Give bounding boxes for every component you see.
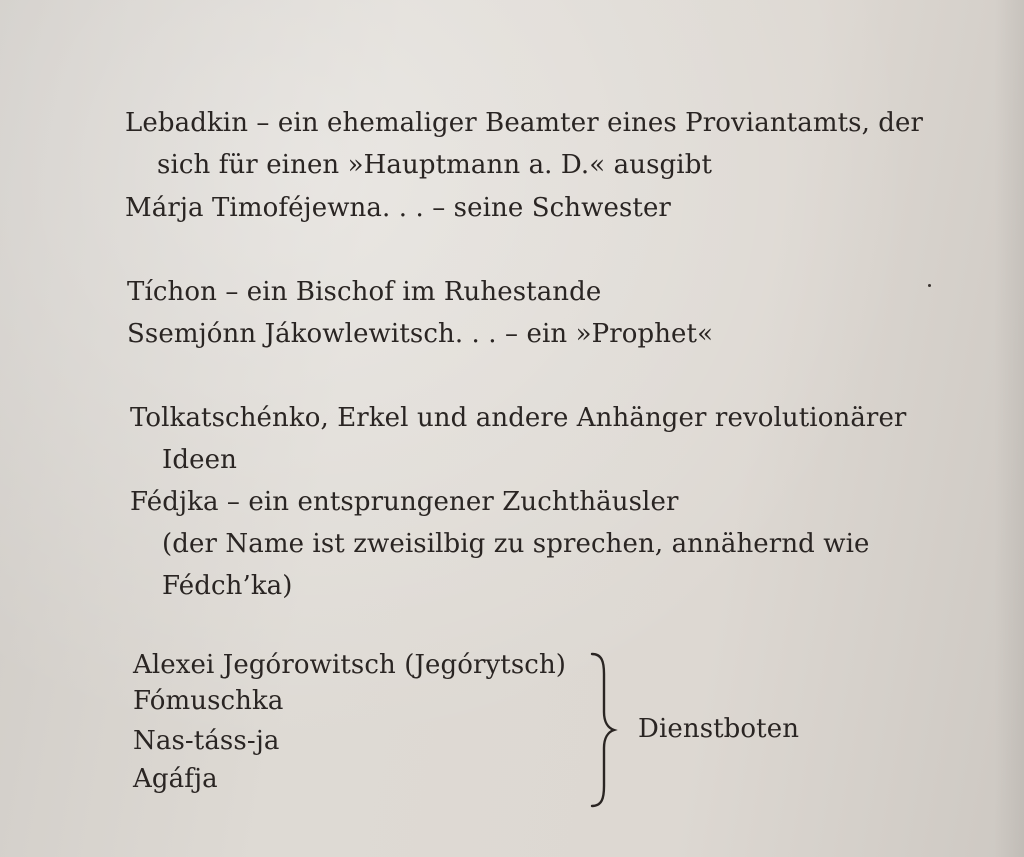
entry-fedjka-line-3: Fédch’ka) — [162, 571, 293, 601]
ink-speck — [928, 284, 931, 287]
page-edge-shadow — [994, 0, 1024, 857]
right-curly-brace — [588, 650, 618, 810]
servant-name-nastassja: Nas-táss-ja — [133, 726, 280, 756]
entry-lebadkin-line-2: sich für einen »Hauptmann a. D.« ausgibt — [157, 150, 712, 180]
entry-tichon: Tíchon – ein Bischof im Ruhestande — [127, 277, 602, 307]
servants-group-label: Dienstboten — [638, 714, 800, 744]
entry-ssemjonn: Ssemjónn Jákowlewitsch. . . – ein »Prophet« — [127, 319, 714, 349]
entry-tolkatschenko-line-2: Ideen — [162, 445, 237, 475]
entry-fedjka-line-1: Fédjka – ein entsprungener Zuchthäusler — [130, 487, 679, 517]
servant-name-agafja: Agáfja — [133, 764, 218, 794]
servant-name-fomuschka: Fómuschka — [133, 686, 284, 716]
entry-fedjka-line-2: (der Name ist zweisilbig zu sprechen, annähernd wie — [162, 529, 870, 559]
entry-tolkatschenko-line-1: Tolkatschénko, Erkel und andere Anhänger revolutionärer — [130, 403, 907, 433]
entry-marja: Márja Timoféjewna. . . – seine Schwester — [125, 193, 671, 223]
entry-lebadkin-line-1: Lebadkin – ein ehemaliger Beamter eines Proviantamts, der — [125, 108, 924, 138]
servant-name-alexei: Alexei Jegórowitsch (Jegórytsch) — [133, 650, 567, 680]
